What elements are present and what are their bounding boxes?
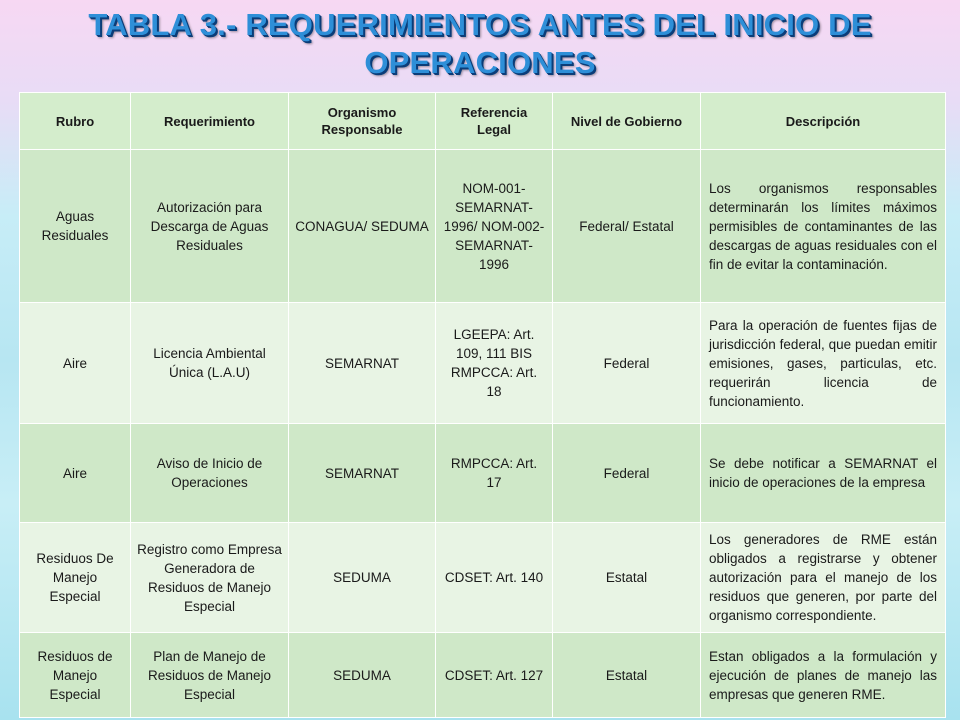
cell-rubro: Aire (20, 424, 131, 523)
cell-nivel: Federal (553, 424, 701, 523)
page-title (0, 6, 960, 82)
cell-organismo: SEMARNAT (289, 303, 436, 424)
cell-requerimiento: Plan de Manejo de Residuos de Manejo Especial (131, 633, 289, 718)
header-organismo: Organismo Responsable (289, 93, 436, 150)
header-referencia: Referencia Legal (436, 93, 553, 150)
cell-rubro: Aire (20, 303, 131, 424)
table-header-row (20, 93, 946, 150)
table-row (20, 633, 946, 718)
requirements-table (19, 92, 946, 718)
table-row (20, 523, 946, 633)
cell-requerimiento: Registro como Empresa Generadora de Residuos de Manejo Especial (131, 523, 289, 633)
cell-referencia: LGEEPA: Art. 109, 111 BIS RMPCCA: Art. 18 (436, 303, 553, 424)
cell-requerimiento: Licencia Ambiental Única (L.A.U) (131, 303, 289, 424)
cell-descripcion: Los organismos responsables determinarán los límites máximos permisibles de contaminantes de las descargas de aguas residuales con el fin de evitar la contaminación. (701, 150, 946, 303)
cell-descripcion: Los generadores de RME están obligados a registrarse y obtener autorización para el manejo de los residuos que generen, por parte del organismo correspondiente. (701, 523, 946, 633)
cell-referencia: RMPCCA: Art. 17 (436, 424, 553, 523)
cell-descripcion: Estan obligados a la formulación y ejecución de planes de manejo las empresas que generen RME. (701, 633, 946, 718)
cell-requerimiento: Aviso de Inicio de Operaciones (131, 424, 289, 523)
cell-organismo: SEDUMA (289, 523, 436, 633)
table-row (20, 150, 946, 303)
cell-requerimiento: Autorización para Descarga de Aguas Residuales (131, 150, 289, 303)
table-row (20, 303, 946, 424)
cell-nivel: Federal/ Estatal (553, 150, 701, 303)
cell-nivel: Estatal (553, 633, 701, 718)
cell-rubro: Residuos De Manejo Especial (20, 523, 131, 633)
cell-organismo: SEDUMA (289, 633, 436, 718)
header-rubro: Rubro (20, 93, 131, 150)
cell-descripcion: Se debe notificar a SEMARNAT el inicio de operaciones de la empresa (701, 424, 946, 523)
cell-referencia: CDSET: Art. 127 (436, 633, 553, 718)
cell-organismo: CONAGUA/ SEDUMA (289, 150, 436, 303)
cell-nivel: Federal (553, 303, 701, 424)
header-requerimiento: Requerimiento (131, 93, 289, 150)
table-row (20, 424, 946, 523)
cell-descripcion: Para la operación de fuentes fijas de jurisdicción federal, que puedan emitir emisiones, gases, particulas, etc. requerirán licencia de funcionamiento. (701, 303, 946, 424)
page-title-line-2: OPERACIONES (364, 45, 596, 80)
cell-nivel: Estatal (553, 523, 701, 633)
header-descripcion: Descripción (701, 93, 946, 150)
cell-rubro: Aguas Residuales (20, 150, 131, 303)
cell-organismo: SEMARNAT (289, 424, 436, 523)
cell-referencia: NOM-001-SEMARNAT-1996/ NOM-002-SEMARNAT-1996 (436, 150, 553, 303)
cell-referencia: CDSET: Art. 140 (436, 523, 553, 633)
cell-rubro: Residuos de Manejo Especial (20, 633, 131, 718)
header-nivel: Nivel de Gobierno (553, 93, 701, 150)
page-title-line-1: TABLA 3.- REQUERIMIENTOS ANTES DEL INICIO DE (88, 7, 872, 42)
